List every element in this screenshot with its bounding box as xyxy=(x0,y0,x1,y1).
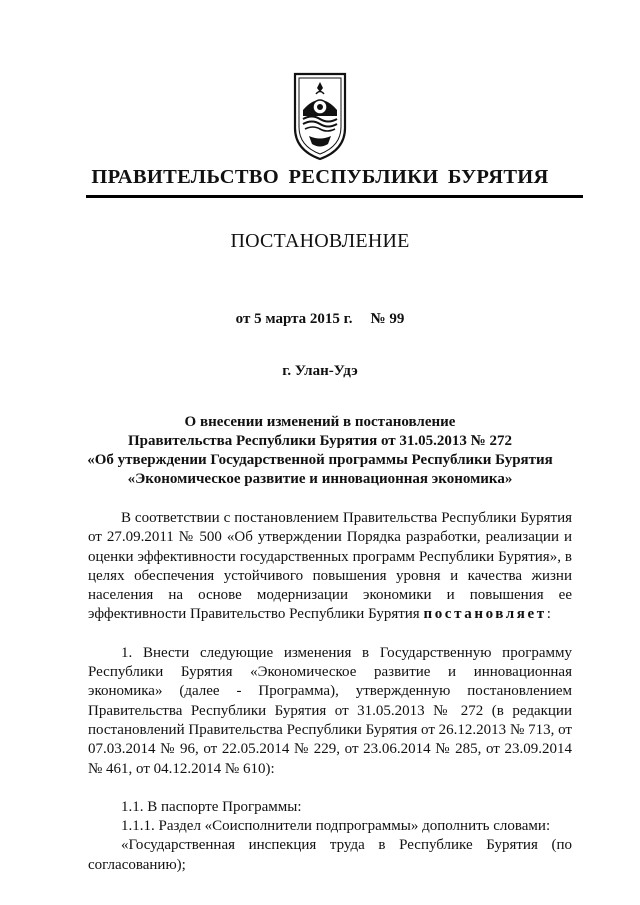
subject-line: О внесении изменений в постановление xyxy=(184,414,456,430)
preamble-text: В соответствии с постановлением Правительства Республики Бурятия от 27.09.2011 № 500 «Об утверждении Порядка разработки, реализации и оценки эффективности государственных программ Республики Бурятия», в целях обеспечения устойчивого повышения уровня и качества жизни населения на основе модернизации экономики и повышения ее эффективности Правительство Республики Бурятия xyxy=(88,510,572,623)
subject-line: Правительства Республики Бурятия от 31.05.2013 № 272 xyxy=(127,433,512,449)
date-number-line xyxy=(0,311,640,328)
paragraph-quote: «Государственная инспекция труда в Республике Бурятия (по согласованию); xyxy=(88,837,572,873)
document-subject xyxy=(0,413,640,489)
paragraph-item-1-1-1: 1.1.1. Раздел «Соисполнители подпрограммы» дополнить словами: xyxy=(121,818,551,835)
header-rule xyxy=(86,195,583,198)
subject-line: «Экономическое развитие и инновационная экономика» xyxy=(127,471,513,487)
document-type: ПОСТАНОВЛЕНИЕ xyxy=(230,230,410,252)
coat-of-arms-emblem xyxy=(292,70,348,162)
document-number: № 99 xyxy=(370,311,405,327)
preamble-end: : xyxy=(546,606,551,623)
document-city: г. Улан-Удэ xyxy=(282,363,358,379)
document-date: от 5 марта 2015 г. xyxy=(235,311,353,327)
paragraph-item-1: 1. Внести следующие изменения в Государственную программу Республики Бурятия «Экономическое развитие и инновационная экономика» (далее - Программа), утвержденную постановлением Правительства Республики Бурятия от 31.05.2013 № 272 (в редакции постановлений Правительства Республики Бурятия от 26.12.2013 № 713, от 07.03.2014 № 96, от 22.05.2014 № 229, от 23.06.2014 № 285, от 23.09.2014 № 461, от 04.12.2014 № 610): xyxy=(88,644,572,777)
government-title: ПРАВИТЕЛЬСТВО РЕСПУБЛИКИ БУРЯТИЯ xyxy=(91,166,549,188)
resolves-word: постановляет xyxy=(423,606,547,623)
paragraph-preamble xyxy=(88,509,572,625)
document-body xyxy=(88,509,572,875)
subject-line: «Об утверждении Государственной программы Республики Бурятия xyxy=(87,452,553,468)
paragraph-item-1-1: 1.1. В паспорте Программы: xyxy=(121,798,302,815)
